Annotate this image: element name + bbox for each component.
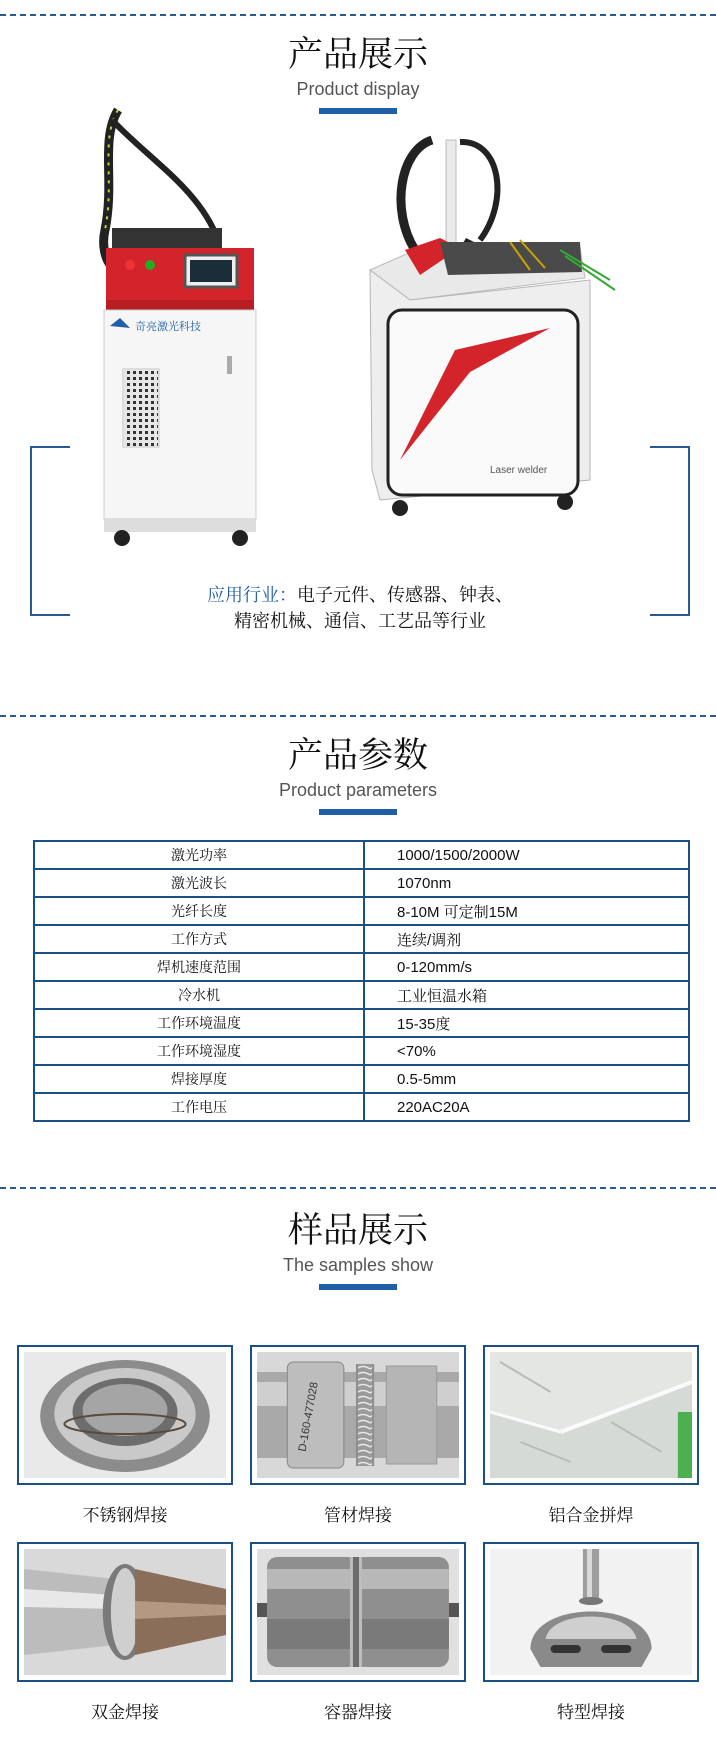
- machine-logo-text: 奇亮激光科技: [135, 320, 201, 333]
- param-key: 工作方式: [34, 925, 364, 953]
- param-key: 工作环境温度: [34, 1009, 364, 1037]
- bimetal-weld-photo: [24, 1549, 226, 1675]
- sample-caption: 管材焊接: [324, 1506, 392, 1526]
- table-row: [34, 981, 689, 1009]
- right-bracket: [650, 446, 690, 616]
- table-row: [34, 1065, 689, 1093]
- sample-card: [483, 1542, 699, 1723]
- table-row: [34, 1037, 689, 1065]
- table-row: [34, 897, 689, 925]
- container-weld-photo: [257, 1549, 459, 1675]
- tube-weld-photo: [257, 1352, 459, 1478]
- samples-subtitle: The samples show: [282, 1255, 434, 1275]
- special-shape-photo: [490, 1549, 692, 1675]
- display-title: 产品展示: [287, 35, 428, 75]
- sample-caption: 双金焊接: [91, 1703, 159, 1723]
- sample-caption: 特型焊接: [557, 1703, 625, 1723]
- industry-label: 应用行业：: [207, 585, 297, 606]
- table-row: [34, 869, 689, 897]
- param-key: 工作环境湿度: [34, 1037, 364, 1065]
- param-key: 焊机速度范围: [34, 953, 364, 981]
- sample-card: [250, 1542, 466, 1723]
- samples-title: 样品展示: [287, 1211, 428, 1251]
- sample-caption: 容器焊接: [324, 1703, 392, 1723]
- samples-title-underline: [319, 1284, 397, 1290]
- params-table: [33, 840, 690, 1122]
- param-value: 15-35度: [364, 1009, 689, 1037]
- machine-trolley-image: [360, 130, 650, 540]
- sample-caption: 铝合金拼焊: [548, 1506, 634, 1526]
- industry-text: [150, 583, 570, 635]
- aluminum-corner-photo: [490, 1352, 692, 1478]
- machine-model-label: Laser welder: [490, 465, 548, 476]
- display-subtitle: Product display: [296, 79, 420, 99]
- param-value: 0.5-5mm: [364, 1065, 689, 1093]
- pipe-marking: D-160-477028: [296, 1381, 321, 1453]
- param-key: 工作电压: [34, 1093, 364, 1121]
- param-key: 光纤长度: [34, 897, 364, 925]
- params-subtitle: Product parameters: [278, 780, 438, 800]
- params-divider: [0, 715, 716, 717]
- params-title: 产品参数: [287, 736, 428, 776]
- params-title-underline: [319, 809, 397, 815]
- param-value: 工业恒温水箱: [364, 981, 689, 1009]
- table-row: [34, 953, 689, 981]
- param-key: 激光波长: [34, 869, 364, 897]
- table-row: [34, 1009, 689, 1037]
- industry-line-2: 精密机械、通信、工艺品等行业: [234, 611, 486, 632]
- param-key: 激光功率: [34, 841, 364, 869]
- samples-divider: [0, 1187, 716, 1189]
- samples-title-block: [0, 1210, 716, 1290]
- param-value: 1070nm: [364, 869, 689, 897]
- sample-card: [483, 1345, 699, 1526]
- param-value: <70%: [364, 1037, 689, 1065]
- param-value: 连续/调剂: [364, 925, 689, 953]
- machine-vertical-image: [90, 100, 280, 550]
- param-key: 焊接厚度: [34, 1065, 364, 1093]
- params-title-block: [0, 735, 716, 815]
- sample-card: [250, 1345, 466, 1526]
- industry-line-1: 电子元件、传感器、钟表、: [297, 585, 513, 606]
- param-value: 220AC20A: [364, 1093, 689, 1121]
- left-bracket: [30, 446, 70, 616]
- table-row: [34, 841, 689, 869]
- display-title-underline: [319, 108, 397, 114]
- stainless-steel-ring-photo: [24, 1352, 226, 1478]
- top-divider: [0, 14, 716, 16]
- param-key: 冷水机: [34, 981, 364, 1009]
- sample-card: [17, 1542, 233, 1723]
- param-value: 0-120mm/s: [364, 953, 689, 981]
- sample-card: [17, 1345, 233, 1526]
- param-value: 8-10M 可定制15M: [364, 897, 689, 925]
- param-value: 1000/1500/2000W: [364, 841, 689, 869]
- table-row: [34, 1093, 689, 1121]
- table-row: [34, 925, 689, 953]
- sample-caption: 不锈钢焊接: [82, 1506, 168, 1526]
